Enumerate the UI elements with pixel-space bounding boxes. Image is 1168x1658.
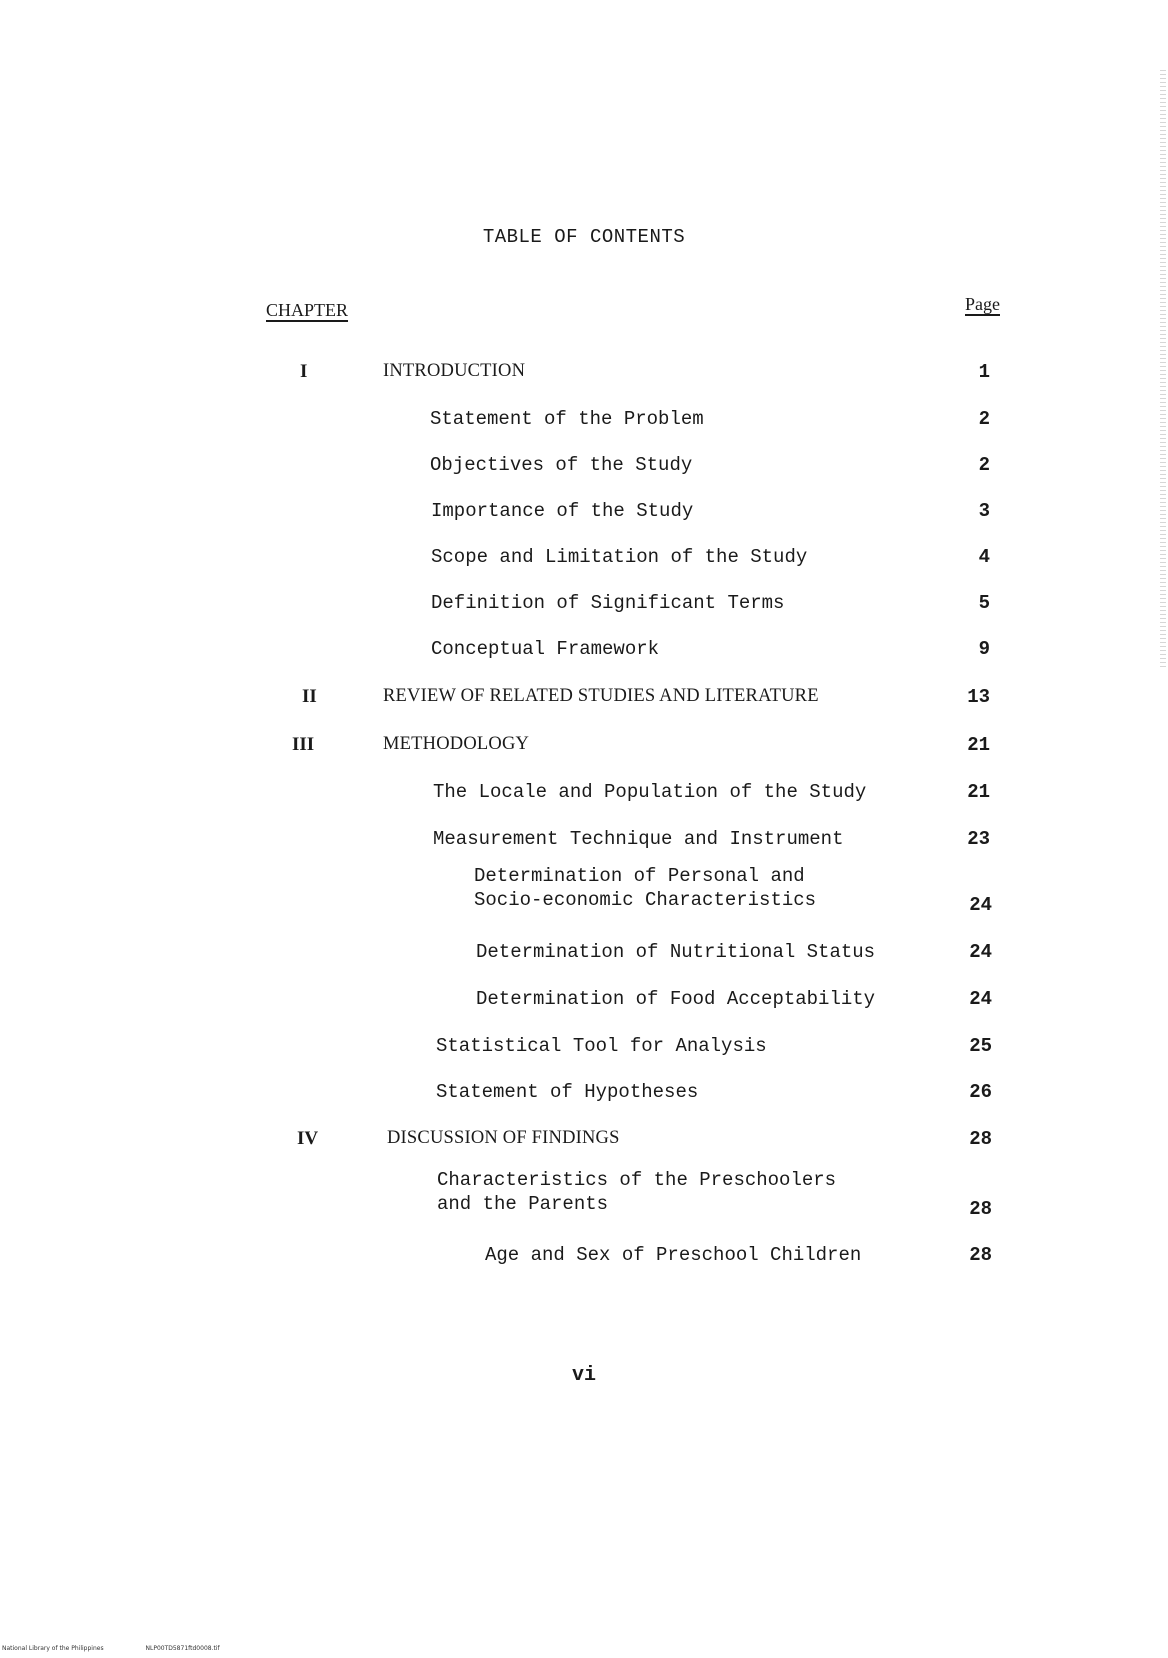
toc-entry-title-line2: Socio-economic Characteristics [474,889,817,911]
toc-entry-title: Importance of the Study [431,500,694,522]
toc-entry-title: Age and Sex of Preschool Children [485,1244,862,1266]
page-title: TABLE OF CONTENTS [482,226,686,248]
chapter-number: I [300,361,308,382]
toc-page-number: 28 [969,1198,992,1220]
toc-entry-title: INTRODUCTION [383,361,526,381]
toc-entry [0,686,1168,716]
toc-entry [0,592,1168,622]
toc-entry [0,408,1168,438]
toc-page-number: 1 [978,361,990,383]
toc-entry-title: Objectives of the Study [430,454,693,476]
toc-entry-title: METHODOLOGY [383,734,530,754]
toc-entry [0,1081,1168,1111]
toc-page-number: 26 [969,1081,992,1103]
toc-page-number: 24 [969,988,992,1010]
toc-entry-title: Statement of the Problem [430,408,704,430]
toc-entry-title: Statistical Tool for Analysis [436,1035,767,1057]
scan-footer [2,1645,260,1652]
toc-entry [0,454,1168,484]
toc-page-number: 21 [967,734,990,756]
toc-page-number: 2 [978,408,990,430]
toc-page-number: 4 [978,546,990,568]
toc-entry-title: REVIEW OF RELATED STUDIES AND LITERATURE [383,686,819,706]
toc-entry [0,500,1168,530]
toc-entry [0,1128,1168,1158]
toc-page-number: 5 [978,592,990,614]
toc-entry [0,988,1168,1018]
toc-entry-title-line1: Determination of Personal and [474,865,805,887]
toc-entry-title: Conceptual Framework [431,638,660,660]
toc-entry-title: DISCUSSION OF FINDINGS [387,1128,620,1148]
toc-entry [0,734,1168,764]
toc-entry-title: Determination of Food Acceptability [476,988,876,1010]
chapter-column-header: CHAPTER [266,300,349,320]
toc-entry-title: Statement of Hypotheses [436,1081,699,1103]
toc-entry [0,638,1168,668]
chapter-number: III [292,734,315,755]
toc-entry [0,1035,1168,1065]
toc-entry [0,1244,1168,1274]
toc-page-number: 24 [969,941,992,963]
toc-entry-title [474,864,816,912]
toc-entry-title: Determination of Nutritional Status [476,941,876,963]
toc-entry [0,546,1168,576]
toc-entry-title-line2: and the Parents [437,1193,609,1215]
page-folio: vi [571,1364,596,1387]
toc-page-number: 9 [978,638,990,660]
toc-page-number: 25 [969,1035,992,1057]
toc-entry-title-line1: Characteristics of the Preschoolers [437,1169,837,1191]
toc-page-number: 13 [967,686,990,708]
toc-entry [0,781,1168,811]
footer-file: NLP00TD5871ftd0008.tif [145,1645,220,1652]
toc-entry [0,828,1168,858]
toc-entry-title: Scope and Limitation of the Study [431,546,808,568]
toc-page-number: 21 [967,781,990,803]
toc-entry [0,941,1168,971]
toc-entry-title: Measurement Technique and Instrument [433,828,844,850]
toc-entry-title [437,1168,836,1216]
toc-entry [0,361,1168,391]
chapter-number: IV [297,1128,319,1149]
toc-page-number: 28 [969,1244,992,1266]
toc-page-number: 2 [978,454,990,476]
toc-page-number: 3 [978,500,990,522]
footer-library: National Library of the Philippines [2,1645,104,1652]
toc-entry [0,1168,1168,1228]
scan-edge-artifact [1160,70,1166,670]
page-column-header: Page [965,294,1000,314]
toc-page-number: 28 [969,1128,992,1150]
toc-entry-title: Definition of Significant Terms [431,592,785,614]
toc-entry [0,864,1168,924]
toc-page-number: 23 [967,828,990,850]
chapter-number: II [302,686,317,707]
toc-entry-title: The Locale and Population of the Study [433,781,867,803]
toc-page-number: 24 [969,894,992,916]
